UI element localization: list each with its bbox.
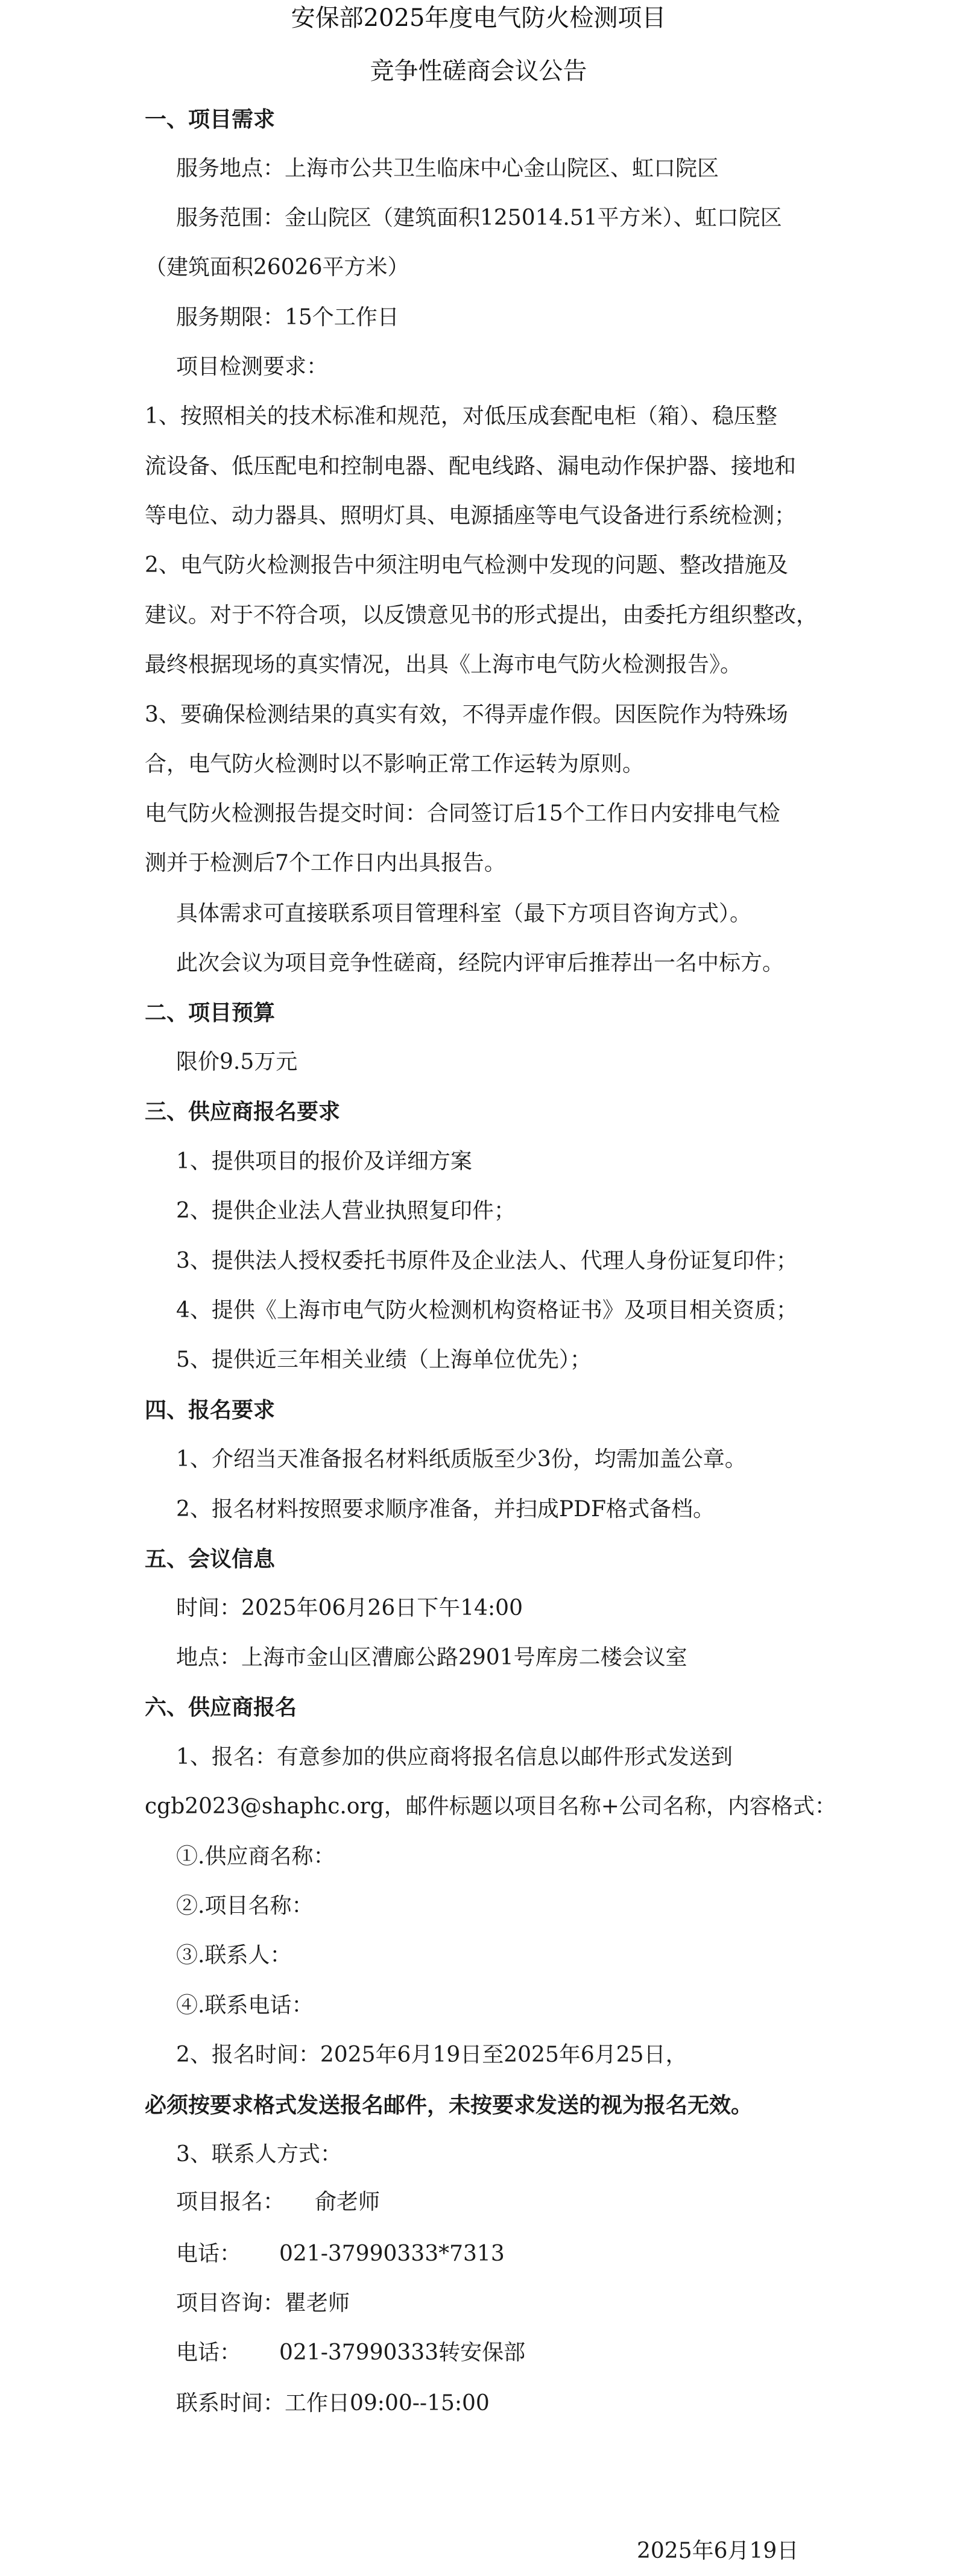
signup-field: ②.项目名称： <box>176 1894 314 1918</box>
section1-heading: 一、项目需求 <box>145 107 276 132</box>
req1-line3: 等电位、动力器具、照明灯具、电源插座等电气设备进行系统检测； <box>145 503 797 528</box>
signup-req-item: 1、介绍当天准备报名材料纸质版至少3份，均需加盖公章。 <box>176 1447 747 1472</box>
phone-value-consult: 021-37990333转安保部 <box>279 2340 526 2365</box>
supplier-req-item: 4、提供《上海市电气防火检测机构资格证书》及项目相关资质； <box>176 1298 798 1323</box>
section6-heading: 六、供应商报名 <box>145 1695 297 1720</box>
service-scope-line1: 服务范围：金山院区（建筑面积125014.51平方米）、虹口院区 <box>176 206 782 230</box>
signup-warning: 必须按要求格式发送报名邮件，未按要求发送的视为报名无效。 <box>145 2093 753 2118</box>
selection-note: 此次会议为项目竞争性磋商，经院内评审后推荐出一名中标方。 <box>176 951 785 975</box>
meeting-location: 地点：上海市金山区漕廊公路2901号库房二楼会议室 <box>176 1645 687 1670</box>
phone-label-signup: 电话： <box>176 2241 242 2266</box>
signup-field: ③.联系人： <box>176 1943 292 1968</box>
signup-field: ①.供应商名称： <box>176 1844 335 1869</box>
budget-limit: 限价9.5万元 <box>176 1050 298 1074</box>
document-subtitle: 竞争性磋商会议公告 <box>370 57 587 85</box>
service-location: 服务地点：上海市公共卫生临床中心金山院区、虹口院区 <box>176 156 719 181</box>
meeting-time: 时间：2025年06月26日下午14:00 <box>176 1596 523 1620</box>
supplier-req-item: 3、提供法人授权委托书原件及企业法人、代理人身份证复印件； <box>176 1249 798 1273</box>
supplier-req-item: 2、提供企业法人营业执照复印件； <box>176 1198 516 1223</box>
supplier-req-item: 1、提供项目的报价及详细方案 <box>176 1149 472 1174</box>
signup-req-item: 2、报名材料按照要求顺序准备，并扫成PDF格式备档。 <box>176 1497 715 1522</box>
section5-heading: 五、会议信息 <box>145 1546 276 1572</box>
phone-value-signup: 021-37990333*7313 <box>279 2241 505 2266</box>
signup-instructions-line1: 1、报名：有意参加的供应商将报名信息以邮件形式发送到 <box>176 1745 733 1769</box>
document-title: 安保部2025年度电气防火检测项目 <box>291 4 666 32</box>
section3-heading: 三、供应商报名要求 <box>145 1099 341 1124</box>
report-time-line1: 电气防火检测报告提交时间：合同签订后15个工作日内安排电气检 <box>145 801 780 826</box>
req3-line2: 合，电气防火检测时以不影响正常工作运转为原则。 <box>145 752 645 776</box>
req2-line2: 建议。对于不符合项，以反馈意见书的形式提出，由委托方组织整改， <box>145 603 818 628</box>
req2-line1: 2、电气防火检测报告中须注明电气检测中发现的问题、整改措施及 <box>145 553 788 578</box>
service-period: 服务期限：15个工作日 <box>176 305 399 330</box>
supplier-req-item: 5、提供近三年相关业绩（上海单位优先）； <box>176 1347 592 1372</box>
req2-line3: 最终根据现场的真实情况，出具《上海市电气防火检测报告》。 <box>145 652 742 677</box>
signup-instructions-line2: cgb2023@shaphc.org，邮件标题以项目名称+公司名称，内容格式： <box>145 1794 836 1819</box>
phone-label-consult: 电话： <box>176 2340 242 2365</box>
req3-line1: 3、要确保检测结果的真实有效，不得弄虚作假。因医院作为特殊场 <box>145 702 788 727</box>
signup-time: 2、报名时间：2025年6月19日至2025年6月25日， <box>176 2042 687 2067</box>
req1-line2: 流设备、低压配电和控制电器、配电线路、漏电动作保护器、接地和 <box>145 454 797 479</box>
contact-consult-label: 项目咨询： <box>176 2291 285 2316</box>
section2-heading: 二、项目预算 <box>145 1000 276 1025</box>
section4-heading: 四、报名要求 <box>145 1397 276 1423</box>
contact-heading: 3、联系人方式： <box>176 2142 342 2167</box>
contact-signup-name: 俞老师 <box>315 2190 381 2214</box>
req1-line1: 1、按照相关的技术标准和规范，对低压成套配电柜（箱）、稳压整 <box>145 404 777 429</box>
signup-field: ④.联系电话： <box>176 1993 314 2018</box>
report-time-line2: 测并于检测后7个工作日内出具报告。 <box>145 851 506 875</box>
document-date: 2025年6月19日 <box>637 2539 799 2563</box>
requirements-heading: 项目检测要求： <box>176 354 329 379</box>
contact-hours: 联系时间：工作日09:00--15:00 <box>176 2391 490 2416</box>
contact-consult-name: 瞿老师 <box>285 2291 350 2316</box>
contact-note: 具体需求可直接联系项目管理科室（最下方项目咨询方式）。 <box>176 901 752 926</box>
service-scope-line2: （建筑面积26026平方米） <box>145 255 409 280</box>
contact-signup-label: 项目报名： <box>176 2190 285 2214</box>
